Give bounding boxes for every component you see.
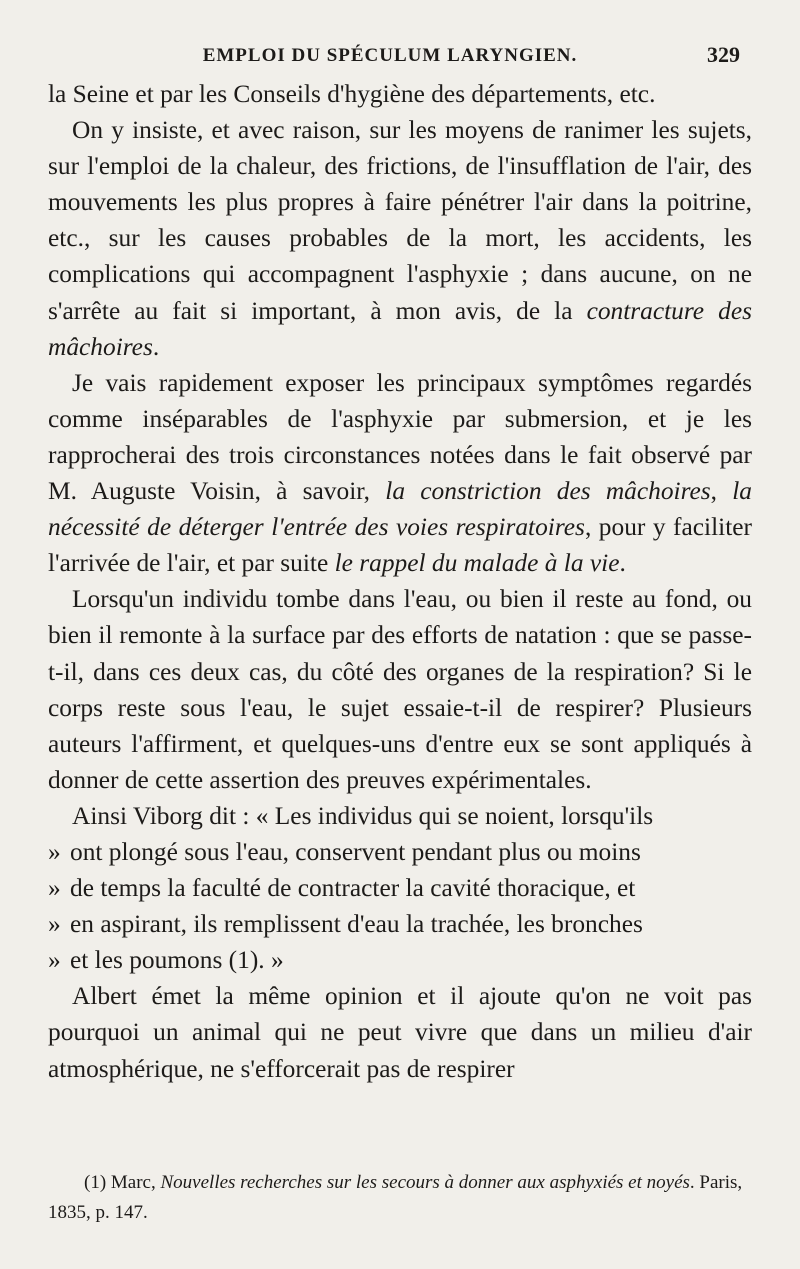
footnote-1-title: Nouvelles recherches sur les secours à donner aux asphyxiés et noyés [160,1172,690,1193]
page-header [40,40,740,72]
paragraph-6 [48,978,752,1086]
quote-line-5-text: et les poumons (1). » [70,946,284,975]
paragraph-3-text-c: , pour y faciliter l'arrivée de l'air, et par suite [48,513,752,578]
body-text [48,76,752,1087]
footnote-1-ref: (1) Marc, [84,1172,161,1193]
footnotes [48,1168,752,1228]
quote-mark: » [48,910,61,939]
paragraph-4 [48,581,752,798]
paragraph-3-emphasis-1: la constriction des mâchoires [385,477,711,506]
paragraph-4-text: Lorsqu'un individu tombe dans l'eau, ou bien il reste au fond, ou bien il remonte à la surface par des efforts de natation : que se passe-t-il, dans ces deux cas, du côté des organes de la respiration? Si le corps reste sous l'eau, le sujet essaie-t-il de respirer? Plusieurs auteurs l'affirment, et quelques-uns d'entre eux se sont appliqués à donner de cette assertion des preuves expérimentales. [48,585,752,794]
running-title: EMPLOI DU SPÉCULUM LARYNGIEN. [202,45,578,66]
quote-line-2 [48,834,752,870]
paragraph-3-text-d: . [619,549,626,578]
quote-line-1: Ainsi Viborg dit : « Les individus qui se noient, lorsqu'ils [72,801,654,830]
paragraph-3-emphasis-3: le rappel du malade à la vie [334,549,620,578]
quote-mark: » [48,946,61,975]
paragraph-6-text: Albert émet la même opinion et il ajoute qu'on ne voit pas pourquoi un animal qui ne peut vivre que dans un milieu d'air atmosphérique, ne s'efforcerait pas de respirer [48,982,752,1083]
paragraph-2-end: . [152,332,160,361]
paragraph-3 [48,365,752,582]
paragraph-3-text-b: , [710,477,733,506]
paragraph-3-text-a: Je vais rapidement exposer les principaux symptômes regardés comme inséparables de l'asphyxie par submersion, et je les rapprocherai des trois circonstances notées dans le fait observé par M. Auguste Voisin, à savoir, [48,368,752,506]
quote-line-2-text: ont plongé sous l'eau, conservent pendant plus ou moins [70,837,641,866]
paragraph-1 [48,76,752,112]
quote-line-5 [48,942,752,978]
footnote-1-end: . Paris, 1835, p. 147. [48,1172,743,1223]
quote-line-3-text: de temps la faculté de contracter la cavité thoracique, et [70,874,636,903]
quote-mark: » [48,874,61,903]
paragraph-3-emphasis-2: la nécessité de déterger l'entrée des voies respiratoires [48,477,752,542]
paragraph-2-emphasis: contracture des mâchoires [48,296,752,361]
page-number: 329 [707,42,740,67]
quote-mark: » [48,837,61,866]
paragraph-2-text: On y insiste, et avec raison, sur les moyens de ranimer les sujets, sur l'emploi de la chaleur, des frictions, de l'insufflation de l'air, des mouvements les plus propres à faire pénétrer l'air dans la poitrine, etc., sur les causes probables de la mort, les accidents, les complications qui accompagnent l'asphyxie ; dans aucune, on ne s'arrête au fait si important, à mon avis, de la [48,116,752,325]
quote-line-3 [48,870,752,906]
quote-line-4 [48,906,752,942]
quote-line-4-text: en aspirant, ils remplissent d'eau la trachée, les bronches [70,910,643,939]
paragraph-1-text: la Seine et par les Conseils d'hygiène des départements, etc. [48,80,656,108]
paragraph-2 [48,112,752,365]
footnote-1 [48,1168,752,1228]
paragraph-5-quote [48,798,752,978]
